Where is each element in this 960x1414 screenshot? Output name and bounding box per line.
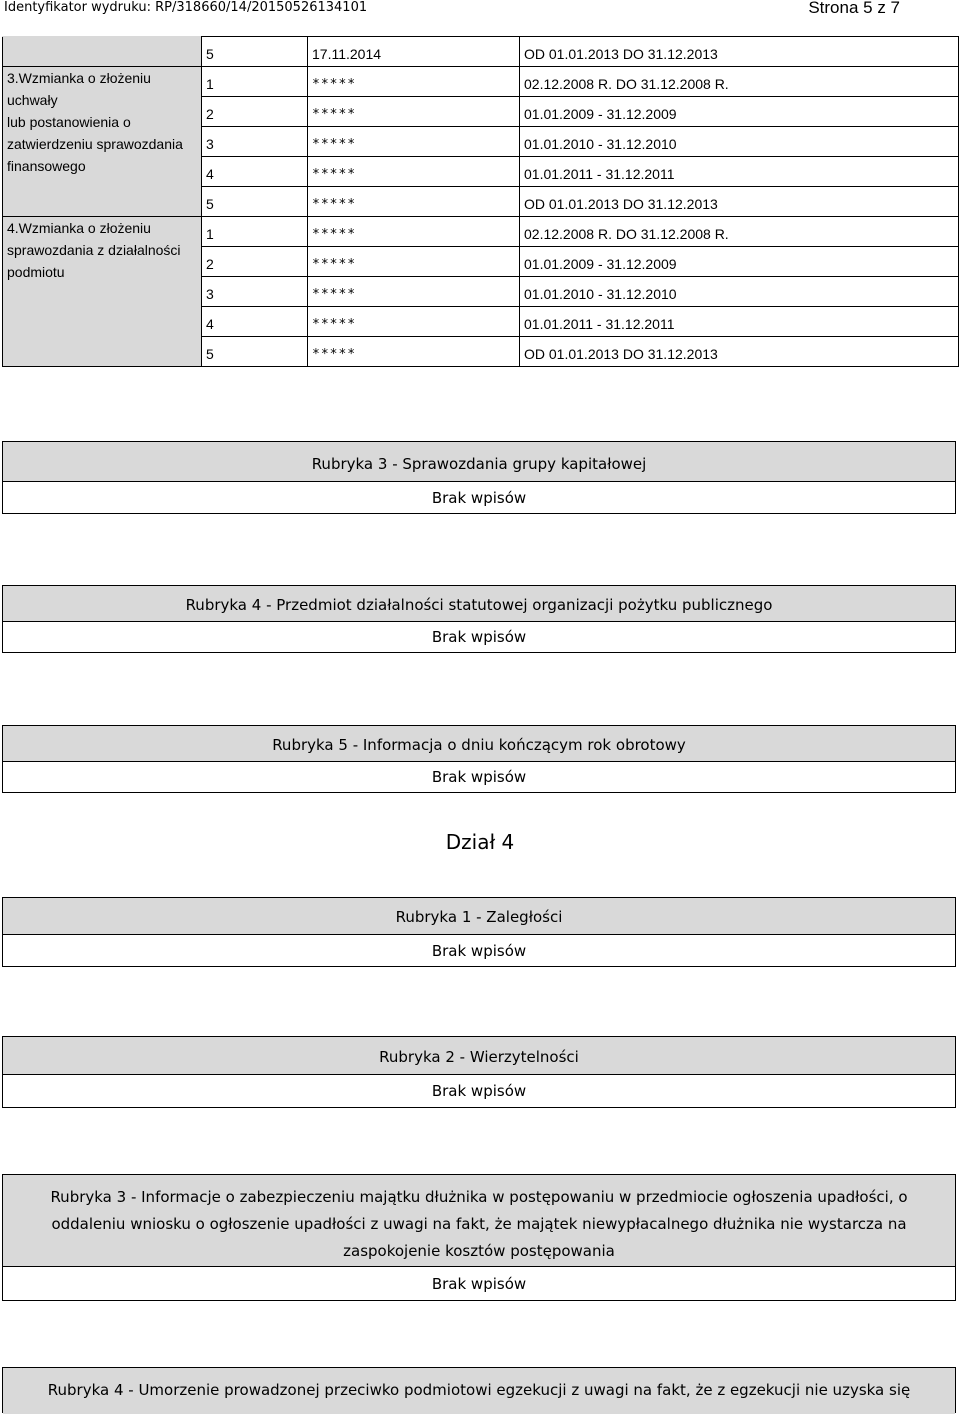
row-period: OD 01.01.2013 DO 31.12.2013: [520, 187, 959, 217]
row-period: 01.01.2009 - 31.12.2009: [520, 97, 959, 127]
row-number: 4: [202, 307, 308, 337]
row-number: 4: [202, 157, 308, 187]
row-value: *****: [308, 67, 520, 97]
no-entries-text: Brak wpisów: [431, 941, 527, 960]
page-number: Strona 5 z 7: [808, 0, 900, 17]
rubryka-title: Rubryka 2 - Wierzytelności: [3, 1037, 955, 1075]
row-number: 2: [202, 97, 308, 127]
row-value: *****: [308, 97, 520, 127]
no-entries-text: Brak wpisów: [431, 1082, 527, 1100]
row-period: 01.01.2009 - 31.12.2009: [520, 247, 959, 277]
table-row: [3, 217, 959, 247]
rubryka-box: [2, 1036, 956, 1108]
table-row: [3, 67, 959, 97]
row-period: 01.01.2010 - 31.12.2010: [520, 277, 959, 307]
no-entries-text: Brak wpisów: [431, 1274, 527, 1293]
no-entries-text: Brak wpisów: [431, 628, 527, 646]
section-label: 3.Wzmianka o złożeniu uchwały lub postanowienia o zatwierdzeniu sprawozdania finansowego: [3, 67, 202, 217]
row-number: 5: [202, 187, 308, 217]
section-heading: Dział 4: [445, 830, 515, 854]
rubryka-box: [2, 897, 956, 967]
rubryka-box: [2, 1367, 956, 1413]
print-identifier: Identyfikator wydruku: RP/318660/14/20150526134101: [4, 0, 368, 15]
rubryka-title: Rubryka 4 - Umorzenie prowadzonej przeciwko podmiotowi egzekucji z uwagi na fakt, że z egzekucji nie uzyska się: [3, 1368, 955, 1414]
row-number: 1: [202, 217, 308, 247]
row-number: 5: [202, 37, 308, 67]
entries-table: [2, 36, 959, 367]
row-period: 01.01.2011 - 31.12.2011: [520, 157, 959, 187]
rubryka-title: Rubryka 3 - Sprawozdania grupy kapitałowej: [3, 442, 955, 482]
row-number: 3: [202, 127, 308, 157]
rubryka-title: Rubryka 5 - Informacja o dniu kończącym rok obrotowy: [3, 726, 955, 762]
row-number: 2: [202, 247, 308, 277]
row-period: OD 01.01.2013 DO 31.12.2013: [520, 337, 959, 367]
row-period: 01.01.2010 - 31.12.2010: [520, 127, 959, 157]
row-value: *****: [308, 247, 520, 277]
row-period: 02.12.2008 R. DO 31.12.2008 R.: [520, 67, 959, 97]
section-label: 4.Wzmianka o złożeniu sprawozdania z działalności podmiotu: [3, 217, 202, 367]
row-period: 02.12.2008 R. DO 31.12.2008 R.: [520, 217, 959, 247]
table-row: [3, 37, 959, 67]
row-number: 1: [202, 67, 308, 97]
rubryka-box: [2, 585, 956, 653]
row-value: *****: [308, 277, 520, 307]
no-entries-text: Brak wpisów: [431, 768, 527, 786]
row-value: *****: [308, 307, 520, 337]
row-value: *****: [308, 127, 520, 157]
section-label-blank: [3, 37, 202, 67]
rubryka-title: Rubryka 3 - Informacje o zabezpieczeniu majątku dłużnika w postępowaniu w przedmiocie ogłoszenia upadłości, o oddaleniu wniosku o ogłoszenie upadłości z uwagi na fakt, że majątek niewypłacalnego dłużnika nie wystarcza na zaspokojenie kosztów postępowania: [3, 1175, 955, 1267]
rubryka-title: Rubryka 4 - Przedmiot działalności statutowej organizacji pożytku publicznego: [3, 586, 955, 622]
rubryka-box: [2, 441, 956, 514]
rubryka-box: [2, 1174, 956, 1301]
row-value: *****: [308, 157, 520, 187]
row-number: 3: [202, 277, 308, 307]
row-value: *****: [308, 337, 520, 367]
row-date: 17.11.2014: [308, 37, 520, 67]
row-period: 01.01.2011 - 31.12.2011: [520, 307, 959, 337]
row-value: *****: [308, 187, 520, 217]
row-number: 5: [202, 337, 308, 367]
rubryka-box: [2, 725, 956, 793]
no-entries-text: Brak wpisów: [431, 488, 527, 507]
rubryka-title: Rubryka 1 - Zaległości: [3, 898, 955, 935]
row-period: OD 01.01.2013 DO 31.12.2013: [520, 37, 959, 67]
row-value: *****: [308, 217, 520, 247]
